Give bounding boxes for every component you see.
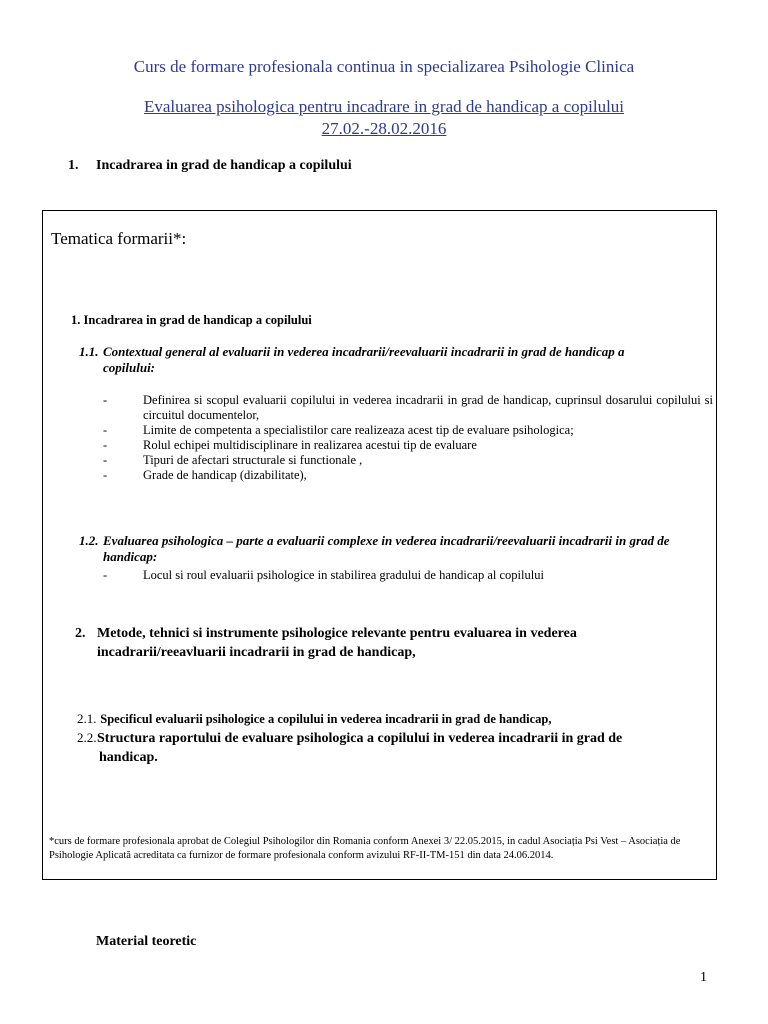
bullet-list-1-2 [103,568,713,583]
course-dates: 27.02.-28.02.2016 [321,119,447,138]
page-number: 1 [700,970,707,985]
topic-1: 1. Incadrarea in grad de handicap a copilului [71,313,312,327]
list-item: - Limite de competenta a specialistilor care realizeaza acest tip de evaluare psihologica; [103,423,574,437]
subtopic-1-1-number: 1.1. [79,344,99,359]
material-heading: Material teoretic [96,934,197,949]
topic-2-line1: Metode, tehnici si instrumente psihologice relevante pentru evaluarea in vederea [97,626,577,641]
section-1-number: 1. [68,158,79,173]
subtopic-2-2-number: 2.2. [77,730,97,745]
list-item: - Rolul echipei multidisciplinare in realizarea acestui tip de evaluare [103,438,477,452]
subtopic-2-1-text: Specificul evaluarii psihologice a copilului in vederea incadrarii in grad de handicap, [100,712,552,726]
list-item: - Tipuri de afectari structurale si functionale , [103,453,363,467]
box-title: Tematica formarii*: [51,229,187,248]
list-item: - Definirea si scopul evaluarii copilului in vederea incadrarii in grad de handicap, cuprinsul dosarului copilului si circuitul documentelor, [103,393,713,422]
list-item: - Grade de handicap (dizabilitate), [103,468,307,482]
subtopic-1-1-line1: Contextual general al evaluarii in vederea incadrarii/reevaluarii incadrarii in grad de handicap a [103,344,625,359]
subtopic-2-1-number: 2.1. [77,711,97,726]
course-title: Curs de formare profesionala continua in specializarea Psihologie Clinica [133,57,635,76]
list-item: - Locul si roul evaluarii psihologice in stabilirea gradului de handicap al copilului [103,568,544,582]
subtopic-1-2-number: 1.2. [79,533,99,548]
subtopic-1-1-line2: copilului: [103,360,156,375]
subtopic-2-2-line2: handicap. [99,750,158,765]
subtopic-1-2-line1: Evaluarea psihologica – parte a evaluarii complexe in vederea incadrarii/reevaluarii incadrarii in grad de [103,533,670,548]
topic-2 [75,624,713,662]
section-1-title: Incadrarea in grad de handicap a copilului [96,158,352,173]
subtopic-2-1 [77,709,713,729]
training-topics-box [42,210,717,880]
subtopic-1-2-line2: handicap: [103,549,158,564]
subtopic-2-2 [77,728,713,767]
footnote: *curs de formare profesionala aprobat de Colegiul Psihologilor din Romania conform Anexei 3/ 22.05.2015, in cadul Asociația Psi Vest – Asociația de Psihologie Aplicată acreditata ca furnizor de formare profesionala conform avizului RF-II-TM-151 din data 24.06.2014. [49,836,681,861]
topic-2-number: 2. [75,626,86,641]
topic-2-line2: incadrarii/reeavluarii incadrarii in grad de handicap, [97,645,416,660]
subject-title: Evaluarea psihologica pentru incadrare in grad de handicap a copilului [143,97,625,116]
subtopic-2-2-line1: Structura raportului de evaluare psihologica a copilului in vederea incadrarii in grad de [97,731,623,746]
section-1-heading [68,158,352,174]
subtopic-1-2 [79,533,713,565]
bullet-list-1-1 [103,393,713,483]
subtopic-1-1 [79,344,713,376]
